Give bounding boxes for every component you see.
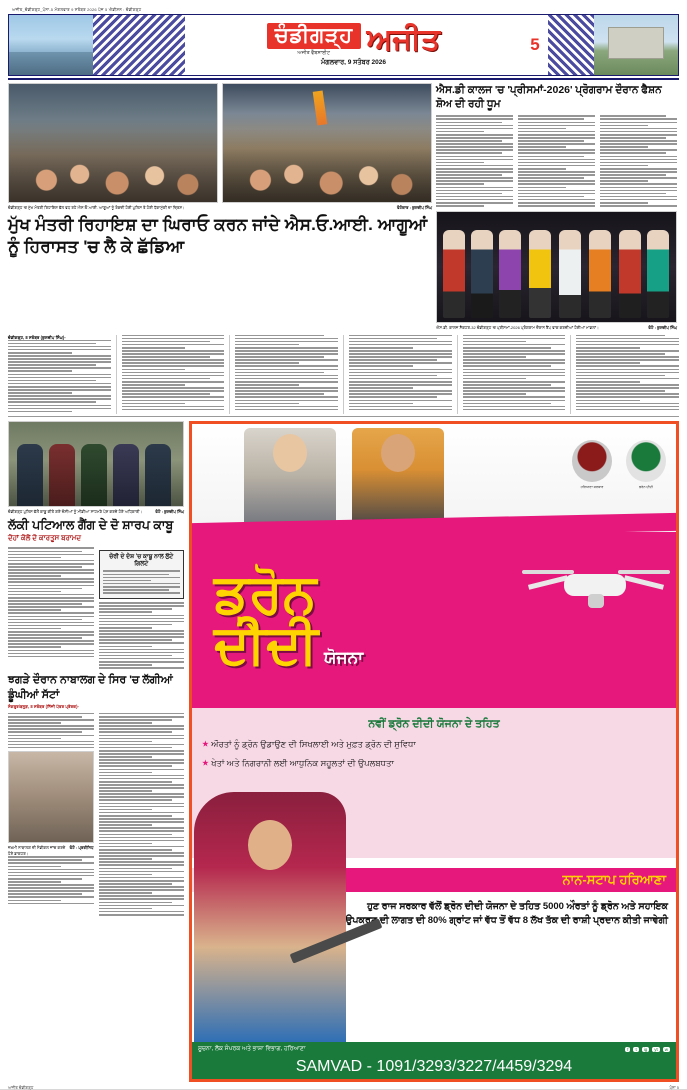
page-footer (8, 1085, 679, 1090)
story1-inset-box (99, 550, 185, 599)
body-text-lines (235, 335, 338, 411)
story2-columns (8, 713, 184, 917)
photo-woman-with-drone-remote (194, 792, 346, 1042)
portrait-prime-minister (244, 428, 336, 532)
ad-title (192, 563, 364, 675)
scheme-logo-icon (626, 440, 666, 489)
story2-col-1 (8, 713, 94, 917)
body-text-lines (122, 335, 225, 411)
body-text-lines (8, 547, 94, 657)
secondary-col-3 (600, 115, 677, 208)
photo-credit-police: ਫੋਟੋ : ਕੁਲਦੀਪ ਸਿੰਘ (155, 508, 184, 514)
main-col-6 (576, 335, 679, 414)
top-section (8, 83, 679, 331)
main-col-3 (235, 335, 338, 414)
main-col-4 (349, 335, 452, 414)
news-photo-injured (8, 751, 94, 843)
story2-byline: ਸੰਗਰੂਰ/ਬਨੂੜ, 8 ਸਤੰਬਰ (ਨਿੱਜੀ ਪੱਤਰ ਪ੍ਰੇਰਕ)- (8, 703, 79, 709)
secondary-col-1 (436, 115, 513, 208)
story1-columns (8, 547, 184, 670)
ad-slogan-banner: ਨਾਨ-ਸਟਾਪ ਹਰਿਆਣਾ (192, 868, 676, 892)
news-photo-protest-2 (222, 83, 432, 203)
website-icon[interactable]: w (664, 1046, 668, 1052)
haryana-government-emblem-icon (572, 440, 612, 489)
masthead-photo-right (594, 15, 678, 75)
secondary-body-columns (436, 115, 677, 208)
ad-title-band (192, 532, 676, 708)
masthead-center (185, 15, 522, 75)
instagram-icon[interactable]: ig (643, 1046, 648, 1052)
photo-crowd-overlay (9, 129, 217, 202)
masthead-rule (8, 78, 679, 80)
masthead-city-sub: ਅਜੀਤ ਵੈੱਬਸਾਈਟ (297, 50, 330, 56)
body-text-lines (463, 335, 566, 411)
story1-col-2 (99, 547, 185, 670)
photo-credit-left: ਫੋਟੋਕਾਰ : ਕੁਲਦੀਪ ਸਿੰਘ (397, 205, 432, 210)
twitter-icon[interactable]: t (635, 1046, 637, 1052)
ad-description-section (192, 892, 676, 1042)
ad-emblems (572, 440, 666, 489)
secondary-col-2 (518, 115, 595, 208)
ad-phone: SAMVAD - 1091/3293/3227/4459/3294 (295, 1057, 573, 1075)
photo-crowd-overlay-2 (223, 129, 431, 202)
main-col-5 (463, 335, 566, 414)
portrait-chief-minister (352, 428, 444, 532)
ad-title-line1: ਡ੍ਰੋਨ (214, 563, 317, 624)
advertisement-drone-didi[interactable] (189, 421, 679, 1082)
main-col-2 (122, 335, 225, 414)
story2-headline: ਝਗੜੇ ਦੌਰਾਨ ਨਾਬਾਲਗ ਦੇ ਸਿਰ 'ਚ ਲੱਗੀਆਂ ਡੂੰਘੀਆਂ ਸੱਟਾਂ (8, 674, 173, 701)
secondary-headline: ਐਸ.ਡੀ ਕਾਲਜ 'ਚ 'ਪ੍ਰੀਸਮਾਂ-2026' ਪ੍ਰੋਗਰਾਮ ਦੌਰਾਨ ਫੈਸ਼ਨ ਸ਼ੋਅ ਦੀ ਰਹੀ ਧੂਮ (436, 84, 662, 111)
body-text-lines (576, 335, 679, 411)
news-photo-fashion-show (436, 211, 677, 323)
ad-bullet-1: ★ ਔਰਤਾਂ ਨੂੰ ਡ੍ਰੋਨ ਉਡਾਉਣ ਦੀ ਸਿਖਲਾਈ ਅਤੇ ਮੁਫ਼ਤ ਡ੍ਰੋਨ ਦੀ ਸੁਵਿਧਾ (202, 739, 666, 750)
ad-social-links[interactable] (625, 1047, 670, 1052)
story1-headline: ਲੱਕੀ ਪਟਿਆਲ ਗੈਂਗ ਦੇ ਦੋ ਸ਼ਾਰਪ ਕਾਬੂ (8, 518, 174, 533)
drone-icon (530, 548, 662, 626)
body-text-lines (99, 713, 185, 916)
story1-subhead: ਦੋਹਾਂ ਕੋਲੋਂ ਦੋ ਕਾਰਤੂਸ ਬਰਾਮਦ (8, 535, 82, 543)
photo-caption-police: ਫੋਟੋ : ਕੁਲਦੀਪ ਸਿੰਘ ਚੰਡੀਗੜ੍ਹ ਪੁਲਿਸ ਵੱਲੋਂ ਕਾਬੂ ਕੀਤੇ ਗਏ ਦੋਸ਼ੀਆਂ ਨੂੰ ਮੀਡੀਆ ਸਾਹਮਣੇ ਪੇਸ਼ ਕਰਦੇ ਹੋਏ ਅਧਿਕਾਰੀ। (8, 508, 184, 514)
body-text-lines (8, 713, 94, 749)
lower-section (8, 421, 679, 1082)
left-story-stack (8, 421, 184, 1082)
masthead-pattern-right (548, 15, 594, 75)
body-text-lines (99, 602, 185, 669)
ad-footer (192, 1042, 676, 1057)
ad-phone-bar (192, 1057, 676, 1079)
masthead-page-number: 5 (530, 35, 540, 54)
masthead-pattern-left (93, 15, 185, 75)
youtube-icon[interactable]: yt (654, 1046, 658, 1052)
body-text-lines (600, 115, 677, 206)
photo-credit-fashion: ਫੋਟੋ : ਕੁਲਦੀਪ ਸਿੰਘ (648, 325, 677, 331)
masthead-photo-left (9, 15, 93, 75)
news-photo-protest-1 (8, 83, 218, 203)
right-column (436, 83, 677, 331)
masthead-city: ਚੰਡੀਗੜ੍ਹ (267, 23, 361, 49)
page-footer-left: ਅਜੀਤ ਚੰਡੀਗੜ੍ਹ (8, 1084, 34, 1090)
top-photo-column (8, 83, 432, 331)
masthead-date: ਮੰਗਲਵਾਰ, 9 ਸਤੰਬਰ 2026 (320, 59, 387, 66)
body-text-lines (436, 115, 513, 206)
ad-bullet-2: ★ ਖੇਤਾਂ ਅਤੇ ਨਿਗਰਾਨੀ ਲਈ ਆਧੁਨਿਕ ਸਹੂਲਤਾਂ ਦੀ ਉਪਲਬਧਤਾ (202, 758, 666, 769)
masthead-logo: ਅਜੀਤ (366, 22, 441, 56)
facebook-icon[interactable]: f (627, 1046, 629, 1052)
print-slug: ਅਜੀਤ_ਚੰਡੀਗੜ੍ਹ_ਪੰਨਾ-5 ਮੰਗਲਵਾਰ 9 ਸਤੰਬਰ 2026 ਪੇਜ 5 ਐਡੀਸ਼ਨ : ਚੰਡੀਗੜ੍ਹ (12, 7, 142, 12)
ad-benefits-heading: ਨਵੀਂ ਡ੍ਰੋਨ ਦੀਦੀ ਯੋਜਨਾ ਦੇ ਤਹਿਤ (368, 717, 500, 730)
byline: ਚੰਡੀਗੜ੍ਹ, 8 ਸਤੰਬਰ (ਕੁਲਦੀਪ ਸਿੰਘ)- (8, 334, 66, 340)
emblem-left-caption: ਹਰਿਆਣਾ ਸਰਕਾਰ (580, 484, 604, 489)
ad-body-text: ਹੁਣ ਰਾਜ ਸਰਕਾਰ ਵੱਲੋਂ ਡ੍ਰੋਨ ਦੀਦੀ ਯੋਜਨਾ ਦੇ ਤਹਿਤ 5000 ਔਰਤਾਂ ਨੂੰ ਡ੍ਰੋਨ ਅਤੇ ਸਹਾਇਕ ਉਪਕਰਣ ਦੀ ਲਾਗਤ ਦੀ 80% ਗ੍ਰਾਂਟ ਜਾਂ ਵੱਧ ਤੋਂ ਵੱਧ 8 ਲੱਖ ਤੱਕ ਦੀ ਰਾਸ਼ੀ ਪ੍ਰਦਾਨ ਕੀਤੀ ਜਾਵੇਗੀ (345, 900, 668, 927)
emblem-right-caption: ਡਰੋਨ ਦੀਦੀ (639, 484, 653, 489)
main-col-1 (8, 335, 111, 414)
photo-caption-left: ਫੋਟੋਕਾਰ : ਕੁਲਦੀਪ ਸਿੰਘ ਚੰਡੀਗੜ੍ਹ 'ਚ ਮੁੱਖ ਮੰਤਰੀ ਰਿਹਾਇਸ਼ ਵੱਲ ਵਧ ਰਹੇ ਐਸ.ਓ.ਆਈ. ਆਗੂਆਂ ਨੂੰ ਰੋਕਦੀ ਹੋਈ ਪੁਲਿਸ ਤੇ ਹੋਈ ਧੱਕਾਮੁੱਕੀ ਦਾ ਦ੍ਰਿਸ਼। (8, 205, 432, 210)
photo-caption-fashion: ਫੋਟੋ : ਕੁਲਦੀਪ ਸਿੰਘ ਐਸ.ਡੀ. ਕਾਲਜ ਸੈਕਟਰ-32 ਚੰਡੀਗੜ੍ਹ 'ਚ ਪ੍ਰੀਸਮਾਂ-2026 ਪ੍ਰੋਗਰਾਮ ਦੌਰਾਨ ਰੈਂਪ ਵਾਕ ਕਰਦੀਆਂ ਹੋਈਆਂ ਮਾਡਲਾਂ। (436, 325, 677, 331)
section-divider (8, 416, 679, 417)
saffron-flag-icon (312, 91, 327, 126)
ad-department: ਸੂਚਨਾ, ਲੋਕ ਸੰਪਰਕ ਅਤੇ ਭਾਸ਼ਾ ਵਿਭਾਗ, ਹਰਿਆਣਾ (198, 1045, 306, 1052)
story1-col-1 (8, 547, 94, 670)
photo-credit-injured: ਫੋਟੋ : ਪ੍ਰਤੀਨਿਧ (69, 845, 94, 851)
story1-box-headline: ਚੋਰੀ ਦੇ ਦੋਸ਼ 'ਚ ਕਾਬੂ ਨਾਲ ਲੁੱਟੇ ਗਿਲਟੇ (109, 554, 174, 568)
masthead (8, 14, 679, 76)
body-text-lines (518, 115, 595, 206)
body-text-lines (349, 335, 452, 411)
photo-caption-injured: ਫੋਟੋ : ਪ੍ਰਤੀਨਿਧ ਜ਼ਖ਼ਮੀ ਨਾਬਾਲਗ ਦੀ ਮੈਡੀਕਲ ਜਾਂਚ ਕਰਦੇ ਹੋਏ ਡਾਕਟਰ। (8, 845, 94, 856)
body-text-lines (8, 340, 111, 413)
ad-title-line2: ਦੀਦੀ (214, 614, 319, 675)
body-text-lines (8, 856, 94, 904)
main-headline: ਮੁੱਖ ਮੰਤਰੀ ਰਿਹਾਇਸ਼ ਦਾ ਘਿਰਾਓ ਕਰਨ ਜਾਂਦੇ ਐਸ.ਓ.ਆਈ. ਆਗੂਆਂ ਨੂੰ ਹਿਰਾਸਤ 'ਚ ਲੈ ਕੇ ਛੱਡਿਆ (8, 215, 428, 257)
story2-col-2 (99, 713, 185, 917)
news-photo-police (8, 421, 184, 507)
ad-title-small: ਯੋਜਨਾ (324, 647, 364, 667)
page-footer-right: ਪੰਨਾ 5 (669, 1084, 679, 1090)
body-text-lines (103, 570, 181, 593)
main-story-columns (8, 335, 679, 414)
